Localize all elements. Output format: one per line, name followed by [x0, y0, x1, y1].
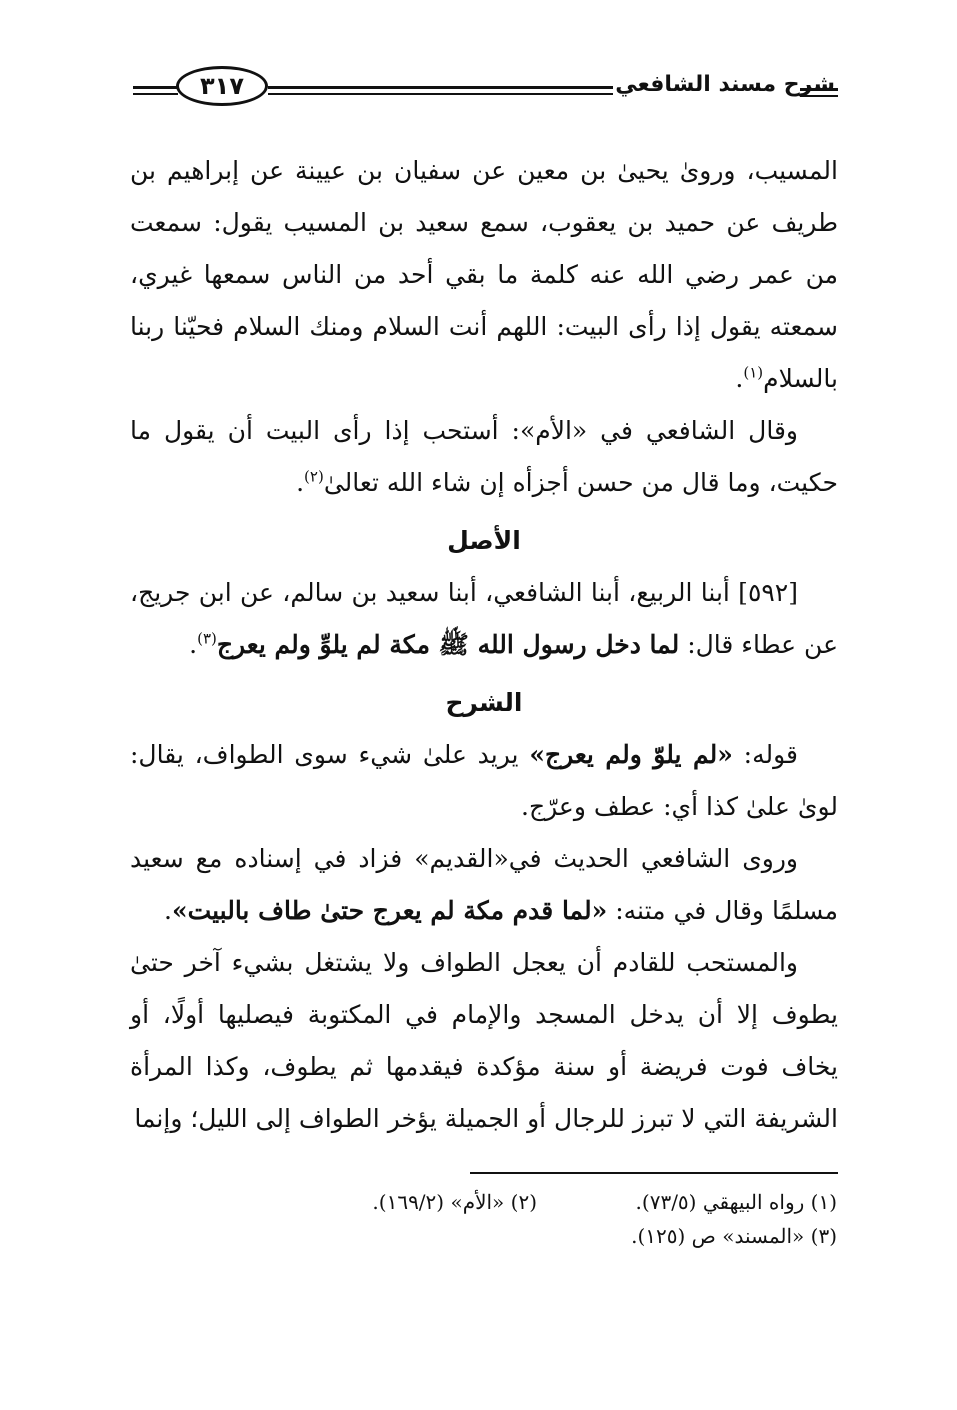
paragraph-2-end: .	[296, 468, 305, 497]
paragraph-4-text: يريد علىٰ شيء سوى الطواف، يقال: لوىٰ علىٰ كذا أي: عطف وعرّج.	[130, 740, 838, 821]
footnote-ref-2: (٢)	[304, 467, 324, 486]
footnotes	[237, 1185, 837, 1253]
footnote-separator	[470, 1172, 838, 1174]
header-rule-middle-top	[268, 86, 613, 89]
running-header-title: شرح مسند الشافعي	[615, 72, 835, 97]
header-rule-middle-bottom	[268, 93, 613, 95]
footnote-1: (١) رواه البيهقي (٧٣/٥).	[635, 1190, 837, 1214]
paragraph-6: والمستحب للقادم أن يعجل الطواف ولا يشتغل بشيء آخر حتىٰ يطوف إلا أن يدخل المسجد والإمام في المكتوبة فيصليها أولًا، أو يخاف فوت فريضة أو سنة مؤكدة فيقدمها ثم يطوف، وكذا المرأة الشريفة التي لا تبرز للرجال أو الجميلة يؤخر الطواف إلى الليل؛ وإنما	[130, 948, 838, 1133]
page-number-badge	[176, 66, 268, 106]
footnote-2: (٢) «الأم» (١٦٩/٢).	[372, 1190, 537, 1214]
footnote-3: (٣) «المسند» ص (١٢٥).	[631, 1224, 837, 1248]
footnote-ref-1: (١)	[743, 363, 764, 382]
main-text	[130, 145, 838, 1145]
section-heading-asl: الأصل	[447, 526, 521, 555]
paragraph-5	[130, 833, 838, 937]
paragraph-4-lead: قوله:	[732, 740, 798, 769]
paragraph-5-quote: «لما قدم مكة لم يعرج حتىٰ طاف بالبيت»	[171, 896, 608, 925]
footnote-ref-3: (٣)	[197, 629, 217, 648]
paragraph-3-end: .	[189, 630, 198, 659]
paragraph-2-text: وقال الشافعي في «الأم»: أستحب إذا رأى البيت أن يقول ما حكيت، وما قال من حسن أجزأه إن شاء الله تعالىٰ	[130, 416, 838, 497]
header-rule-left-top	[133, 86, 178, 89]
paragraph-5-text: وروى الشافعي الحديث في«القديم» فزاد في إسناده مع سعيد مسلمًا وقال في متنه:	[130, 844, 838, 925]
header-rule-left-bottom	[133, 93, 178, 95]
footnote-row-1	[237, 1185, 837, 1219]
paragraph-5-end: .	[163, 896, 172, 925]
hadith-text: لما دخل رسول الله ﷺ مكة لم يلوِّ ولم يعرج	[216, 630, 680, 659]
paragraph-2	[130, 405, 838, 509]
footnote-row-2	[237, 1219, 837, 1253]
paragraph-3	[130, 567, 838, 671]
paragraph-1	[130, 145, 838, 405]
paragraph-1-end: .	[735, 364, 744, 393]
page-number: ٣١٧	[200, 72, 244, 100]
section-heading-sharh: الشرح	[445, 688, 523, 717]
paragraph-4	[130, 729, 838, 833]
paragraph-1-text: المسيب، وروىٰ يحيىٰ بن معين عن سفيان بن عيينة عن إبراهيم بن طريف عن حميد بن يعقوب، سمع سعيد بن المسيب يقول: سمعت من عمر رضي الله عنه كلمة ما بقي أحد من الناس سمعها غيري، سمعته يقول إذا رأى البيت: اللهم أنت السلام ومنك السلام فحيّنا ربنا بالسلام	[130, 156, 838, 393]
paragraph-4-quote: «لم يلوّ ولم يعرج»	[529, 740, 733, 769]
paragraph-3-text: [٥٩٢] أبنا الربيع، أبنا الشافعي، أبنا سعيد بن سالم، عن ابن جريج، عن عطاء قال:	[130, 578, 838, 659]
